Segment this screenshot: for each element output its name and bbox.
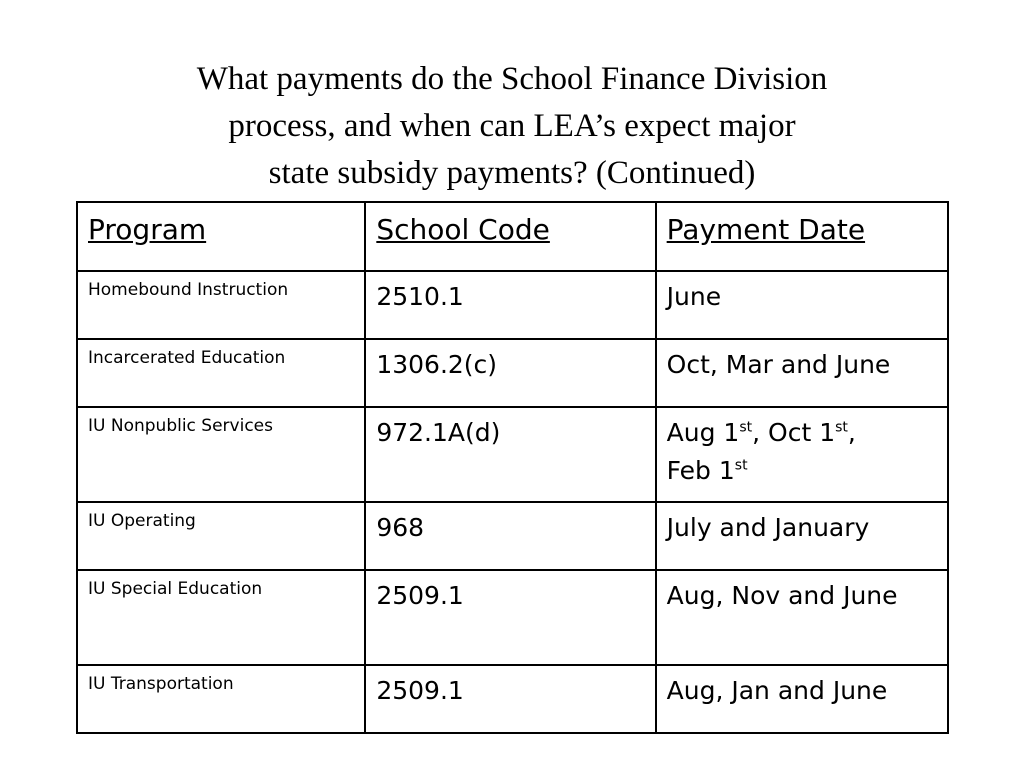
table-row [77,271,948,339]
date-part: Aug 1 [666,418,740,447]
payment-date-cell: Oct, Mar and June [656,339,948,407]
payment-date-cell: June [656,271,948,339]
school-code-cell: 968 [365,502,655,570]
header-school-code [365,202,655,271]
ordinal-suffix: st [734,457,748,474]
table-header-row [77,202,948,271]
payment-schedule-table [76,201,949,734]
header-payment-date [656,202,948,271]
payment-date-cell [656,407,948,502]
header-program-label: Program [88,213,207,246]
school-code-cell: 1306.2(c) [365,339,655,407]
slide-title [80,56,944,197]
program-cell: Homebound Instruction [77,271,365,339]
table-row [77,339,948,407]
table-row [77,570,948,665]
title-line-2: process, and when can LEA’s expect major [228,108,796,144]
title-line-3: state subsidy payments? (Continued) [268,155,756,191]
date-part: , Oct 1 [752,418,836,447]
payment-date-cell: Aug, Nov and June [656,570,948,665]
ordinal-suffix: st [835,419,848,436]
table-row [77,407,948,502]
program-cell: IU Transportation [77,665,365,733]
table-row [77,665,948,733]
ordinal-suffix: st [739,419,753,436]
program-cell: IU Special Education [77,570,365,665]
header-program [77,202,365,271]
date-part: Feb 1 [666,456,735,485]
program-cell: IU Nonpublic Services [77,407,365,502]
program-cell: Incarcerated Education [77,339,365,407]
school-code-cell: 2509.1 [365,570,655,665]
date-part: , [847,418,856,447]
program-cell: IU Operating [77,502,365,570]
header-school-code-label: School Code [376,213,550,246]
school-code-cell: 2510.1 [365,271,655,339]
payment-date-cell: Aug, Jan and June [656,665,948,733]
header-payment-date-label: Payment Date [666,213,866,246]
school-code-cell: 2509.1 [365,665,655,733]
title-line-1: What payments do the School Finance Division [196,61,828,97]
table-row [77,502,948,570]
school-code-cell: 972.1A(d) [365,407,655,502]
payment-date-cell: July and January [656,502,948,570]
